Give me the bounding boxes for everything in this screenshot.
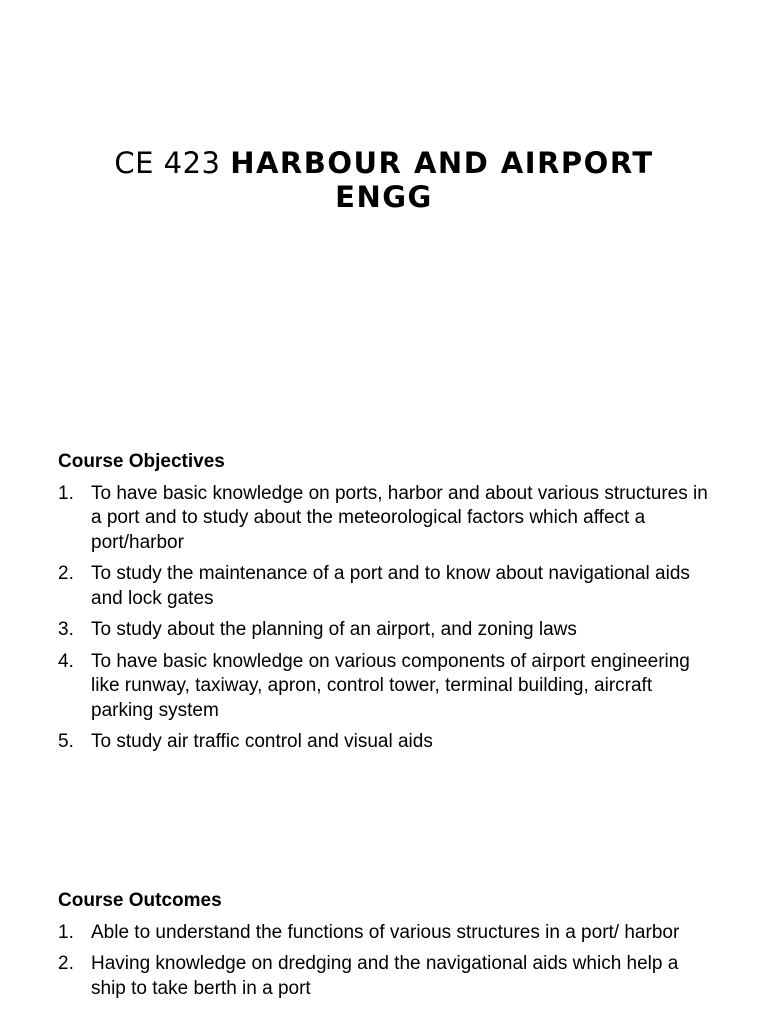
course-objectives-heading: Course Objectives	[58, 451, 225, 472]
objective-text: To have basic knowledge on various components of airport engineering like runway, taxiway, apron, control tower, terminal building, aircraft parking system	[91, 650, 690, 721]
title-line-2	[0, 180, 768, 214]
objective-text: To study the maintenance of a port and to know about navigational aids and lock gates	[91, 563, 690, 609]
outcome-number: 2.	[58, 953, 74, 974]
outcome-item	[58, 921, 718, 946]
objective-item	[58, 562, 718, 611]
objective-number: 2.	[58, 563, 74, 584]
outcome-text: Able to understand the functions of various structures in a port/ harbor	[91, 921, 680, 943]
objective-number: 4.	[58, 650, 74, 672]
objective-item	[58, 618, 718, 643]
course-name-part-2: ENGG	[335, 180, 433, 214]
course-name-part-1: HARBOUR AND AIRPORT	[230, 146, 654, 180]
course-code: CE 423	[114, 146, 221, 180]
objective-item	[58, 482, 718, 556]
page-title	[0, 146, 768, 214]
course-objectives-section	[58, 450, 718, 762]
course-outcomes-heading: Course Outcomes	[58, 890, 222, 911]
outcome-item	[58, 952, 718, 1001]
outcome-text: Having knowledge on dredging and the navigational aids which help a ship to take berth in a port	[91, 953, 679, 999]
objective-text: To study air traffic control and visual aids	[91, 731, 433, 752]
objective-number: 5.	[58, 731, 74, 752]
objective-number: 1.	[58, 482, 74, 504]
objective-text: To have basic knowledge on ports, harbor and about various structures in a port and to study about the meteorological factors which affect a port/harbor	[91, 482, 708, 553]
objective-number: 3.	[58, 619, 74, 640]
course-outcomes-section	[58, 889, 718, 1008]
title-line-1	[0, 146, 768, 180]
objective-item	[58, 650, 718, 724]
outcome-number: 1.	[58, 921, 74, 943]
objective-item	[58, 730, 718, 755]
objective-text: To study about the planning of an airport, and zoning laws	[91, 619, 577, 640]
